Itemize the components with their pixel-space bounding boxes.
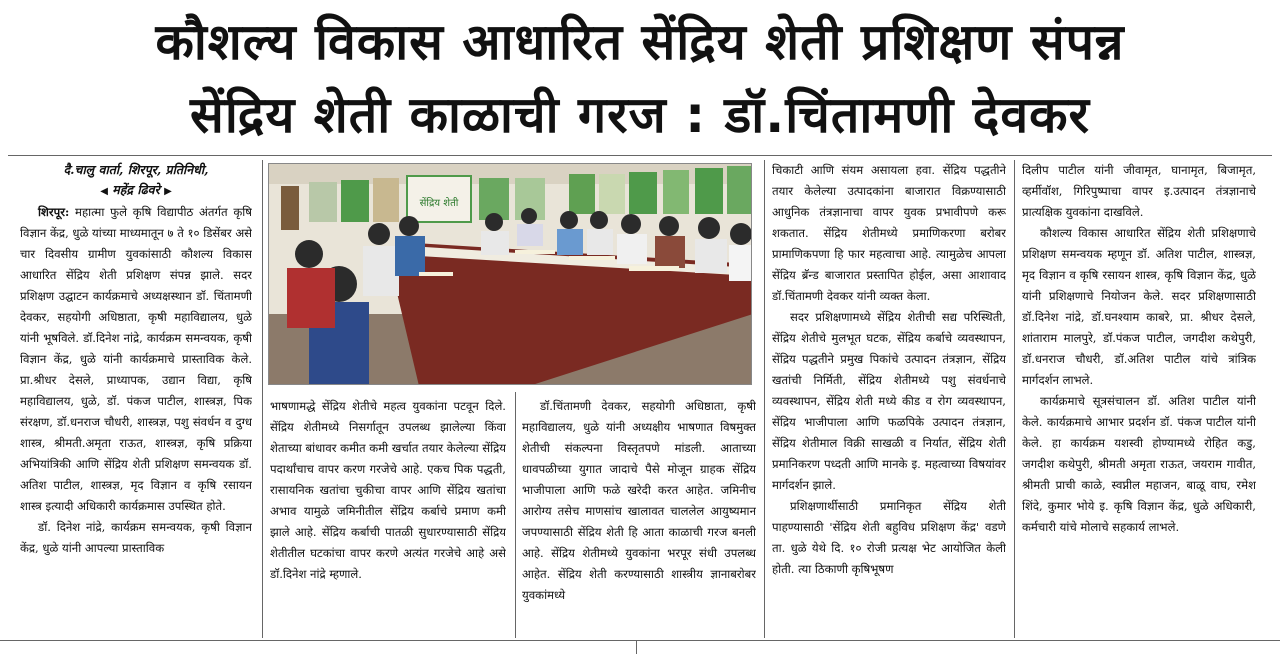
headline-divider [8, 155, 1272, 156]
column-divider [515, 392, 516, 638]
paragraph: प्रशिक्षणार्थीसाठी प्रमानिकृत सेंद्रिय शेती पाहण्यासाठी 'सेंद्रिय शेती बहुविध प्रशिक्षण केंद्र' वडणे ता. धुळे येथे दि. १० रोजी प्रत्यक्ष भेट आयोजित केली होती. त्या ठिकाणी कृषिभूषण [772, 499, 1006, 576]
article-column-5 [1022, 160, 1256, 638]
byline [20, 160, 252, 202]
paragraph: कौशल्य विकास आधारित सेंद्रिय शेती प्रशिक्षणाचे प्रशिक्षण समन्वयक म्हणून डॉ. अतिश पाटील, शास्त्रज्ञ, मृद विज्ञान व कृषि रसायन शास्त्र, कृषि विज्ञान केंद्र, धुळे यांनी प्रशिक्षणाचे नियोजन केले. सदर प्रशिक्षणासाठी डॉ.दिनेश नांद्रे, डॉ.घनश्याम काबरे, प्रा. श्रीधर देसले, शांताराम मालपुरे, डॉ.पंकज पाटील, जगदीश कथेपुरी, डॉ.धनराज चौधरी, डॉ.अतिश पाटील यांचे त्रांत्रिक मार्गदर्शन लाभले. [1022, 226, 1256, 387]
column-divider [1014, 160, 1015, 638]
headline-line-2: सेंद्रिय शेती काळाची गरज : डॉ.चिंतामणी देवकर [190, 86, 1090, 144]
byline-reporter-line [20, 180, 252, 202]
paragraph: डॉ. दिनेश नांद्रे, कार्यक्रम समन्वयक, कृषी विज्ञान केंद्र, धुळे यांनी आपल्या प्रास्ताविक [20, 520, 252, 555]
paragraph [20, 202, 252, 517]
banner-text: सेंद्रिय शेती [419, 198, 459, 209]
byline-reporter: महेंद्र ढिवरे [112, 182, 160, 197]
paragraph: चिकाटी आणि संयम असायला हवा. सेंद्रिय पद्धतीने तयार केलेल्या उत्पादकांना बाजारात विक्रण्यासाठी आधुनिक तंत्रज्ञानाचा वापर युवक प्रभावीपणे करू शकतात. सेंद्रिय शेतीमध्ये प्रमाणिकरणा बरोबर प्रामाणिकपणा हि फार महत्वाचा आहे. त्यामुळेच आपला सेंद्रिय ब्रॅन्ड बाजारात प्रस्तापित होईल, असा आशावाद डॉ.चिंतामणी देवकर यांनी व्यक्त केला. [772, 163, 1006, 303]
left-triangle-icon: ◀ [100, 186, 108, 197]
headline-line-1: कौशल्य विकास आधारित सेंद्रिय शेती प्रशिक्षण संपन्न [155, 13, 1125, 71]
paragraph-text: महात्मा फुले कृषि विद्यापीठ अंतर्गत कृषि विज्ञान केंद्र, धुळे यांच्या माध्यमातून ७ ते १० डिसेंबर असे चार दिवसीय ग्रामीण युवकांसाठी कौशल्य विकास आधारित सेंद्रिय शेती प्रशिक्षण संपन्न झाले. सदर प्रशिक्षण उद्घाटन कार्यक्रमाचे अध्यक्षस्थान डॉ. चिंतामणी देवकर, सहयोगी अधिष्ठाता, कृषी महाविद्यालय, धुळे यांनी भूषविले. डॉ.दिनेश नांद्रे, कार्यक्रम समन्वयक, कृषी विज्ञान केंद्र, धुळे यांनी कार्यक्रमाचे प्रास्ताविक केले. प्रा.श्रीधर देसले, प्राध्यापक, उद्यान विद्या, कृषि महाविद्यालय, धुळे, डॉ. पंकज पाटील, शास्त्रज्ञ, पिक संरक्षण, डॉ.धनराज चौधरी, शास्त्रज्ञ, पशु संवर्धन व दुग्ध शास्त्र, श्रीमती.अमृता राऊत, शास्त्रज्ञ, कृषि प्रक्रिया अभियांत्रिकी आणि सेंद्रिय शेती प्रशिक्षण समन्वयक डॉ. अतिश पाटील, शास्त्रज्ञ, मृद विज्ञान व कृषि रसायन शास्त्र इत्यादी अधिकारी कार्यक्रमास उपस्थित होते. [20, 205, 252, 513]
article-column-1 [20, 160, 252, 638]
paragraph: दिलीप पाटील यांनी जीवामृत, घानामृत, बिजामृत, व्हर्मीवॉश, गिरिपुष्पाचा वापर इ.उत्पादन तंत्रज्ञानाचे प्रात्यक्षिक युवकांना दाखविले. [1022, 163, 1256, 219]
paragraph: कार्यक्रमाचे सूत्रसंचालन डॉ. अतिश पाटील यांनी केले. कार्यक्रमाचे आभार प्रदर्शन डॉ. पंकज पाटील यांनी केले. हा कार्यक्रम यशस्वी होण्यामध्ये रोहित कडु, जगदीश कथेपुरी, श्रीमती अमृता राऊत, जयराम गावीत, श्रीमती प्राची काळे, स्वप्नील महाजन, बाळू वाघ, रमेश शिंदे, कुमार भोये इ. कृषि विज्ञान केंद्र, धुळे अधिकारी, कर्मचारी यांचे मोलाचे सहकार्य लाभले. [1022, 394, 1256, 534]
paragraph: डॉ.चिंतामणी देवकर, सहयोगी अधिष्ठाता, कृषी महाविद्यालय, धुळे यांनी अध्यक्षीय भाषणात विषमुक्त शेतीची संकल्पना विस्तृतपणे मांडली. आताच्या धावपळीच्या युगात जादाचे पैसे मोजून ग्राहक सेंद्रिय भाजीपाला आणि फळे खरेदी करत आहेत. जमिनीच आरोग्य तसेच माणसांच खालावत चाललेल आयुष्यमान जपण्यासाठी सेंद्रिय शेती हि आता काळाची गरज बनली आहे. सेंद्रिय शेतीमध्ये युवकांना भरपूर संधी उपलब्ध आहेत. सेंद्रिय शेती करण्यासाठी शास्त्रीय ज्ञानाबरोबर युवकांमध्ये [522, 399, 756, 602]
bottom-divider [0, 640, 1280, 641]
column-divider [262, 160, 263, 638]
dateline: शिरपूर: [38, 205, 70, 219]
article-column-2 [270, 396, 506, 638]
bottom-column-divider [636, 641, 637, 654]
headline [0, 0, 1280, 155]
meeting-room-photo [269, 164, 752, 385]
article-column-3 [522, 396, 756, 638]
right-triangle-icon: ▶ [164, 186, 172, 197]
paragraph: सदर प्रशिक्षणामध्ये सेंद्रिय शेतीची सद्य परिस्थिती, सेंद्रिय शेतीचे मुलभूत घटक, सेंद्रिय कर्बाचे व्यवस्थापन, सेंद्रिय पद्धतीने प्रमुख पिकांचे उत्पादन तंत्रज्ञान, सेंद्रिय खतांची निर्मिती, सेंद्रिय शेतीमध्ये पशु संवर्धनाचे व्यवस्थापन, सेंद्रिय शेती मध्ये कीड व रोग व्यवस्थापन, सेंद्रिय भाजीपाला आणि फळपिके उत्पादन तंत्रज्ञान, सेंद्रिय शेतीमाल विक्री साखळी व निर्यात, सेंद्रिय शेती प्रमानिकरण पध्दती आणि मानके इ. महत्वाच्या विषयांवर मार्गदर्शन झाले. [772, 310, 1006, 492]
article-column-4 [772, 160, 1006, 638]
byline-paper: दै.चालु वार्ता, शिरपूर, प्रतिनिधी, [63, 162, 209, 177]
paragraph: भाषणामद्धे सेंद्रिय शेतीचे महत्व युवकांना पटवून दिले. सेंद्रिय शेतीमध्ये निसर्गातून उपलब्ध झालेल्या किंवा शेताच्या बांधावर कमीत कमी खर्चात तयार केलेल्या सेंद्रिय पदार्थांचाच वापर करण गरजेचे आहे. एकच पिक पद्धती, रासायनिक खतांचा चुकीचा वापर आणि सेंद्रिय खतांचा अभाव यामुळे जमिनीतील सेंद्रिय कर्बाचे प्रमाण कमी झाले आहे. सेंद्रिय कर्बाची पातळी सुधारण्यासाठी सेंद्रिय शेतीतील घटकांचा वापर करणे अत्यंत गरजेचे आहे असे डॉ.दिनेश नांद्रे म्हणाले. [270, 399, 506, 581]
article-photo [268, 163, 752, 385]
column-divider [764, 160, 765, 638]
